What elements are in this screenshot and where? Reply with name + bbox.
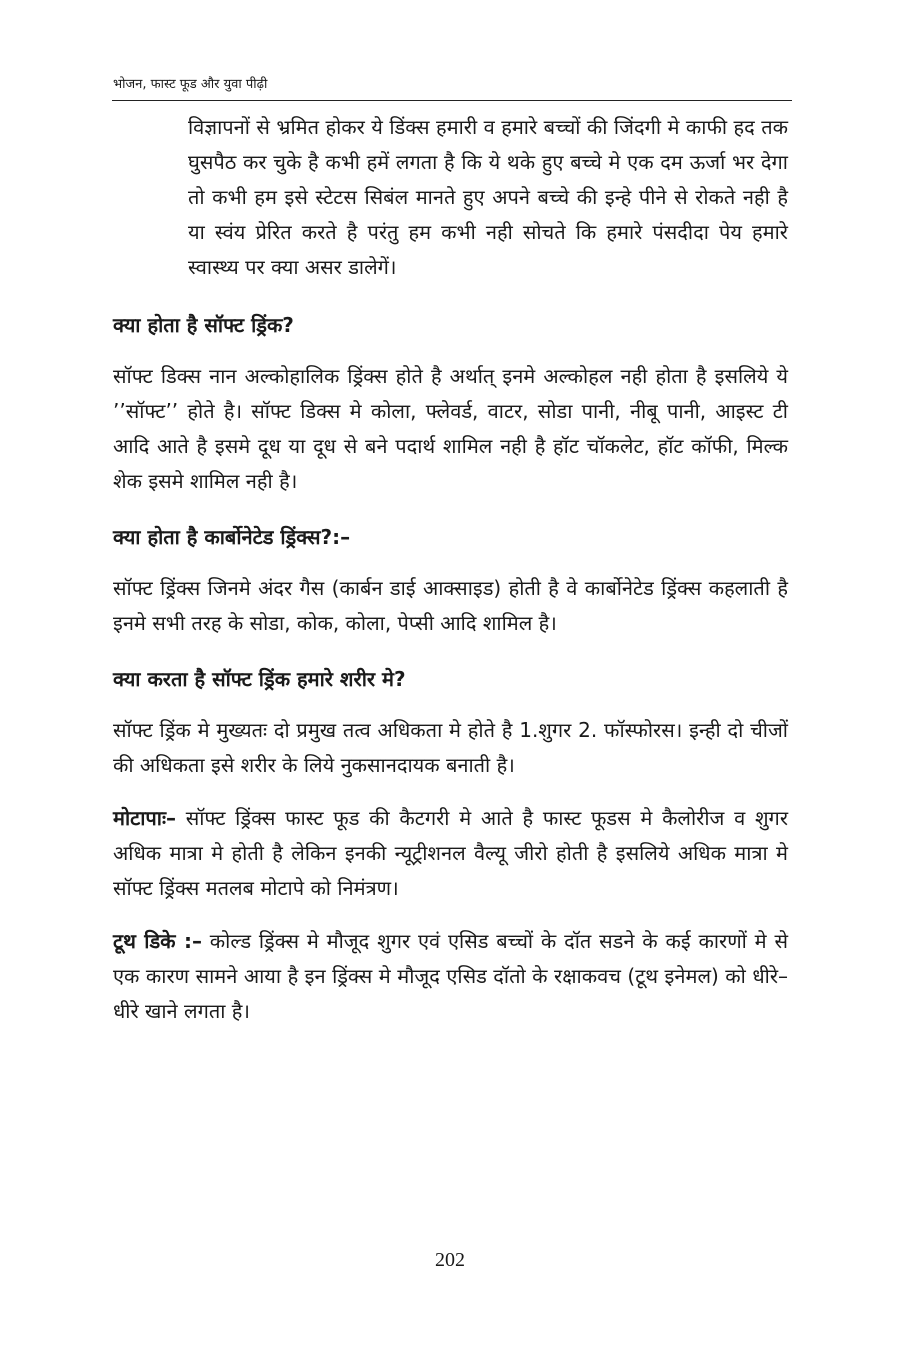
point-tooth-decay-text: कोल्ड ड्रिंक्स मे मौजूद शुगर एवं एसिड बच्चों के दॉत सडने के कई कारणों मे से एक कारण सामने आया है इन ड्रिंक्स मे मौजूद एसिड दॉतो के रक्षाकवच (टूथ इनेमल) को धीरे–धीरे खाने लगता है। — [113, 929, 788, 1023]
running-header: भोजन, फास्ट फूड और युवा पीढ़ी — [113, 77, 268, 92]
point-tooth-decay — [113, 924, 788, 1029]
section-body-carbonated: सॉफ्ट ड्रिंक्स जिनमे अंदर गैस (कार्बन डाई आक्साइड) होती है वे कार्बोनेटेड ड्रिंक्स कहलाती है इनमे सभी तरह के सोडा, कोक, कोला, पेप्सी आदि शामिल है। — [113, 576, 788, 635]
intro-paragraph: विज्ञापनों से भ्रमित होकर ये डिंक्स हमारी व हमारे बच्चों की जिंदगी मे काफी हद तक घुसपैठ कर चुके है कभी हमें लगता है कि ये थके हुए बच्चे मे एक दम ऊर्जा भर देगा तो कभी हम इसे स्टेटस सिबंल मानते हुए अपने बच्चे की इन्हे पीने से रोकते नही है या स्वंय प्रेरित करते है परंतु हम कभी नही सोचते कि हमारे पंसदीदा पेय हमारे स्वास्थ्य पर क्या असर डालेगें। — [188, 115, 788, 279]
page-body — [113, 110, 788, 1029]
point-obesity-lead: मोटापाः– — [113, 806, 176, 830]
point-obesity — [113, 801, 788, 906]
point-obesity-text: सॉफ्ट ड्रिंक्स फास्ट फूड की कैटगरी मे आते है फास्ट फूडस मे कैलोरीज व शुगर अधिक मात्रा मे होती है लेकिन इनकी न्यूट्रीशनल वैल्यू जीरो होती है इसलिये अधिक मात्रा मे सॉफ्ट ड्रिंक्स मतलब मोटापे को निमंत्रण। — [113, 806, 788, 900]
section-heading-soft-drink: क्या होता है सॉफ्ट ड्रिंक? — [113, 313, 294, 337]
section-heading-body-effects: क्या करता है सॉफ्ट ड्रिंक हमारे शरीर मे? — [113, 667, 406, 691]
page-number: 202 — [435, 1249, 465, 1271]
section-body-body-effects: सॉफ्ट ड्रिंक मे मुख्यतः दो प्रमुख तत्व अधिकता मे होते है 1.शुगर 2. फॉस्फोरस। इन्ही दो चीजों की अधिकता इसे शरीर के लिये नुकसानदायक बनाती है। — [113, 718, 788, 777]
section-body-soft-drink: सॉफ्ट डिक्स नान अल्कोहालिक ड्रिंक्स होते है अर्थात् इनमे अल्कोहल नही होता है इसलिये ये ’’सॉफ्ट’’ होते है। सॉफ्ट डिक्स मे कोला, फ्लेवर्ड, वाटर, सोडा पानी, नीबू पानी, आइस्ट टी आदि आते है इसमे दूध या दूध से बने पदार्थ शामिल नही है हॉट चॉकलेट, हॉट कॉफी, मिल्क शेक इसमे शामिल नही है। — [113, 364, 788, 493]
header-rule — [112, 100, 792, 101]
point-tooth-decay-lead: टूथ डिके :– — [113, 929, 202, 953]
section-heading-carbonated: क्या होता है कार्बोनेटेड ड्रिंक्स?:– — [113, 525, 351, 549]
